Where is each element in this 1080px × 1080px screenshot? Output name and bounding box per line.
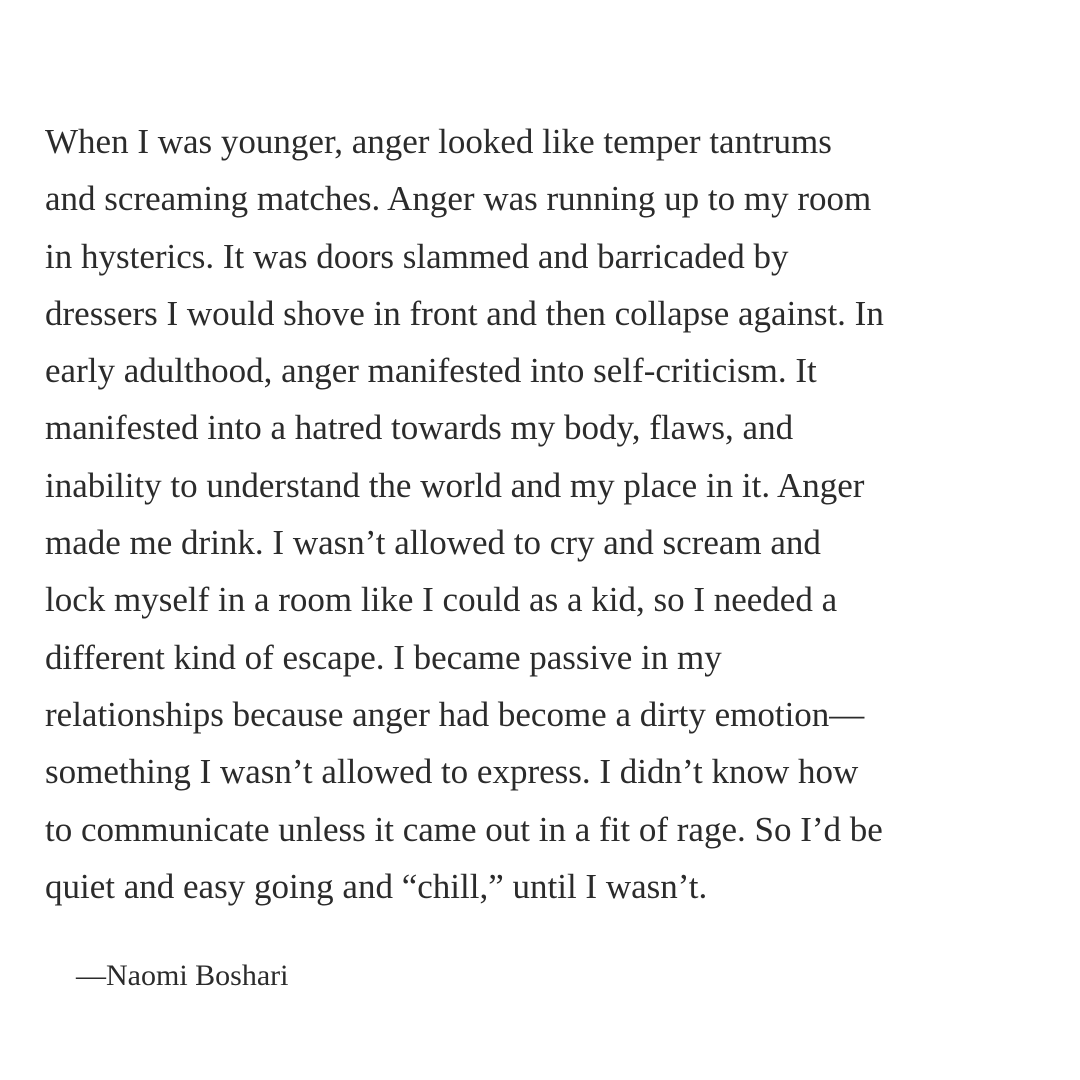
quote-line: early adulthood, anger manifested into self-criticism. It: [45, 351, 817, 391]
quote-line: lock myself in a room like I could as a kid, so I needed a: [45, 580, 838, 620]
quote-line: dressers I would shove in front and then collapse against. In: [45, 293, 884, 333]
quote-line: made me drink. I wasn’t allowed to cry and scream and: [45, 523, 821, 563]
quote-line: and screaming matches. Anger was running up to my room: [45, 179, 872, 219]
quote-line: different kind of escape. I became passive in my: [45, 637, 722, 677]
quote-line: quiet and easy going and “chill,” until I wasn’t.: [45, 866, 708, 906]
quote-line: inability to understand the world and my place in it. Anger: [45, 465, 865, 505]
quote-line: in hysterics. It was doors slammed and barricaded by: [45, 236, 789, 276]
quote-line: relationships because anger had become a dirty emotion—: [45, 694, 865, 734]
quote-line: to communicate unless it came out in a fit of rage. So I’d be: [45, 809, 883, 849]
quote-body: [45, 113, 1055, 915]
quote-line: When I was younger, anger looked like temper tantrums: [45, 122, 832, 161]
quote-attribution: —Naomi Boshari: [76, 959, 289, 992]
quote-line: something I wasn’t allowed to express. I didn’t know how: [45, 752, 859, 792]
quote-line: manifested into a hatred towards my body, flaws, and: [45, 408, 794, 448]
